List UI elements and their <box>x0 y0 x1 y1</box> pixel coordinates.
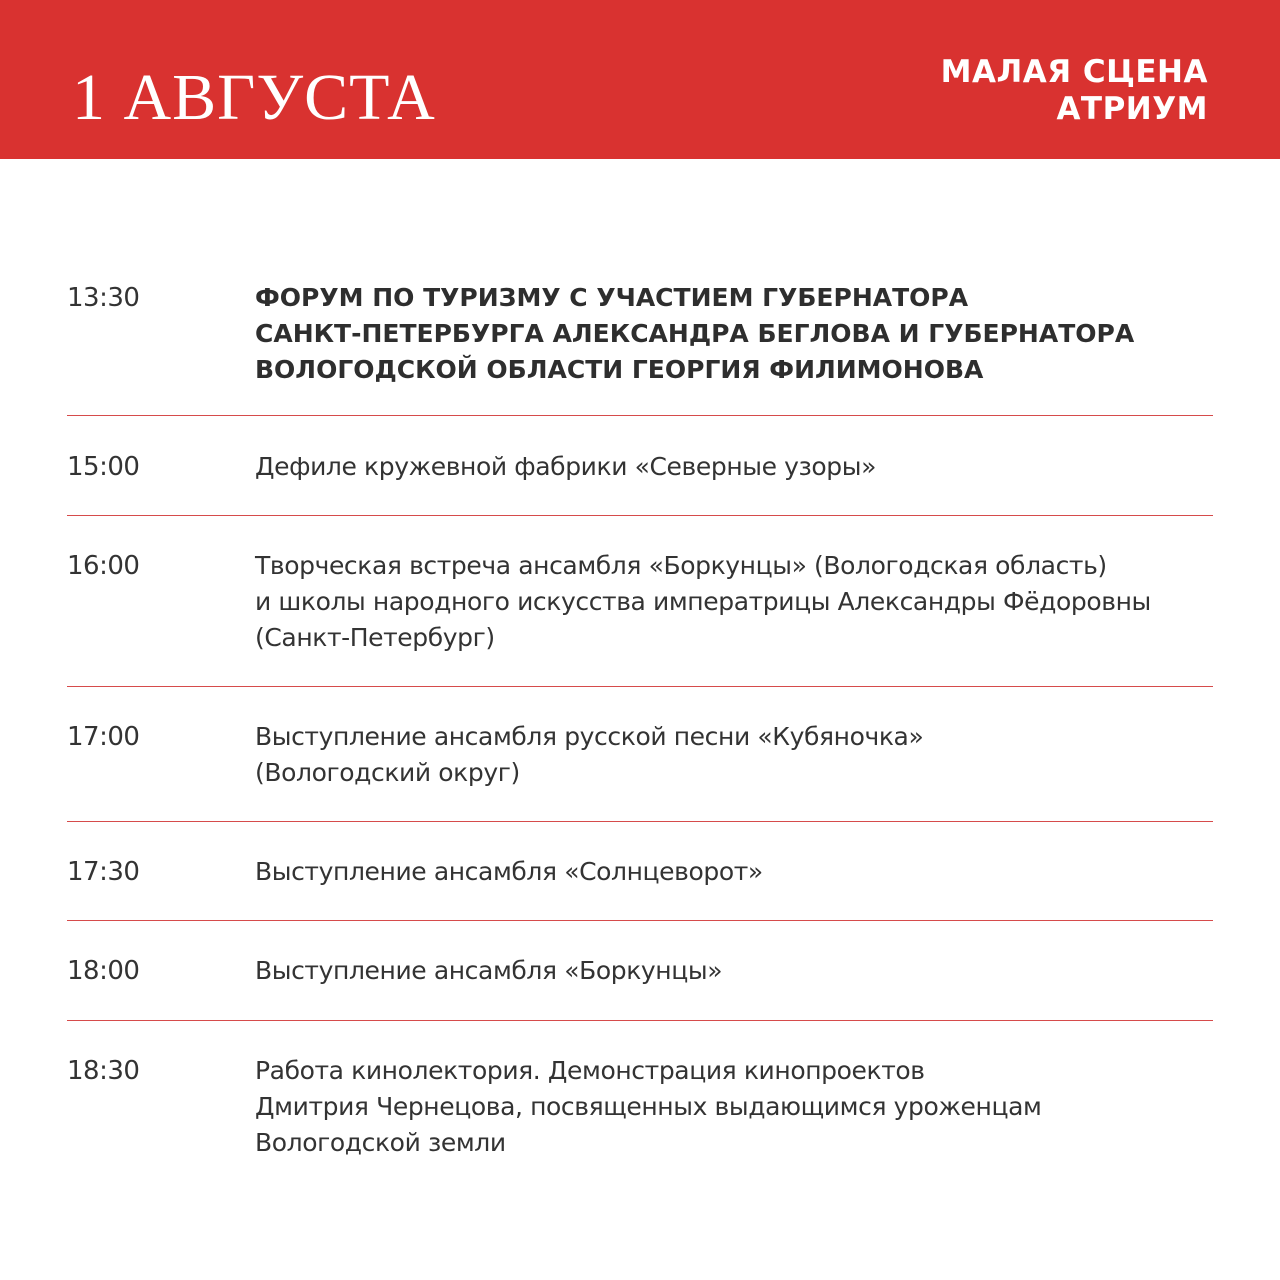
header-banner <box>0 0 1280 159</box>
event-time: 13:30 <box>67 283 140 313</box>
event-description <box>255 280 1225 388</box>
event-description-line: ФОРУМ ПО ТУРИЗМУ С УЧАСТИЕМ ГУБЕРНАТОРА <box>255 283 969 312</box>
event-description-line: Выступление ансамбля «Солнцеворот» <box>255 857 763 886</box>
event-description <box>255 854 1225 890</box>
row-divider <box>67 686 1213 687</box>
event-time: 18:30 <box>67 1056 140 1086</box>
event-description-line: Выступление ансамбля «Боркунцы» <box>255 956 723 985</box>
event-description-line: Вологодской земли <box>255 1128 506 1157</box>
event-time: 16:00 <box>67 551 140 581</box>
event-time: 18:00 <box>67 956 140 986</box>
event-description <box>255 449 1225 485</box>
event-time: 17:30 <box>67 857 140 887</box>
event-description-line: ВОЛОГОДСКОЙ ОБЛАСТИ ГЕОРГИЯ ФИЛИМОНОВА <box>255 355 984 384</box>
event-description-line: Творческая встреча ансамбля «Боркунцы» (Вологодская область) <box>255 551 1107 580</box>
event-description-line: Дефиле кружевной фабрики «Северные узоры» <box>255 452 877 481</box>
event-description-line: (Вологодский округ) <box>255 758 520 787</box>
row-divider <box>67 1020 1213 1021</box>
event-time: 17:00 <box>67 722 140 752</box>
row-divider <box>67 920 1213 921</box>
event-description <box>255 548 1225 656</box>
row-divider <box>67 415 1213 416</box>
event-description <box>255 953 1225 989</box>
event-description-line: Дмитрия Чернецова, посвященных выдающимся уроженцам <box>255 1092 1042 1121</box>
event-description-line: и школы народного искусства императрицы Александры Фёдоровны <box>255 587 1151 616</box>
event-description-line: Работа кинолектория. Демонстрация кинопроектов <box>255 1056 925 1085</box>
event-description-line: Выступление ансамбля русской песни «Кубяночка» <box>255 722 924 751</box>
venue-line-stage: МАЛАЯ СЦЕНА <box>940 54 1208 90</box>
event-description-line: (Санкт-Петербург) <box>255 623 495 652</box>
event-description-line: САНКТ-ПЕТЕРБУРГА АЛЕКСАНДРА БЕГЛОВА И ГУБЕРНАТОРА <box>255 319 1135 348</box>
event-description <box>255 719 1225 791</box>
event-description <box>255 1053 1225 1161</box>
row-divider <box>67 515 1213 516</box>
venue-line-atrium: АТРИУМ <box>1056 91 1208 127</box>
date-title: 1 АВГУСТА <box>72 61 436 134</box>
event-time: 15:00 <box>67 452 140 482</box>
row-divider <box>67 821 1213 822</box>
venue-label <box>941 54 1208 128</box>
